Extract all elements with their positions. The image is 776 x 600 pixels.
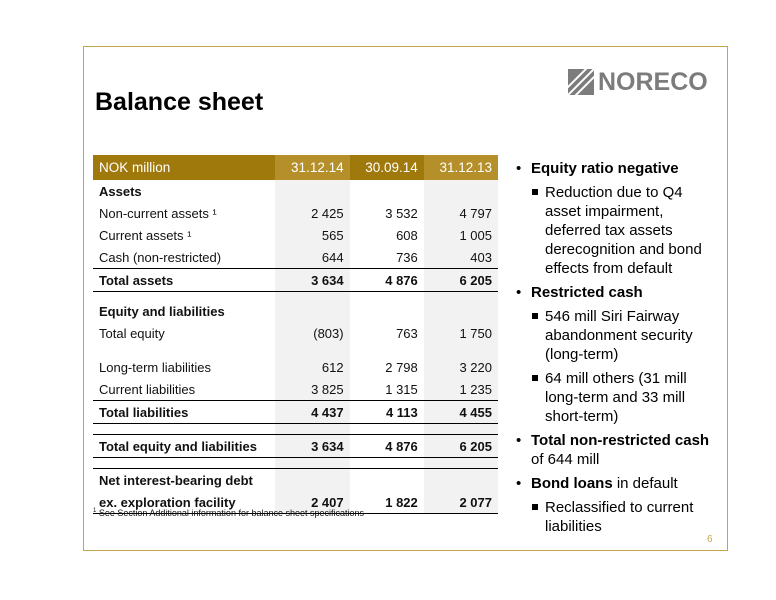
logo-text: NORECO [598, 68, 708, 96]
page-title: Balance sheet [95, 88, 264, 116]
cell: 3 634 [275, 435, 349, 458]
row-label: Current assets ¹ [99, 227, 192, 243]
bullet-list [516, 159, 721, 541]
footnote-text: See Section Additional information for balance sheet specifications [98, 508, 365, 518]
cell [350, 469, 424, 492]
row-label: Cash (non-restricted) [99, 249, 222, 265]
cell: 3 220 [424, 356, 498, 378]
cell [424, 180, 498, 202]
bullet-bond-loans [516, 474, 721, 493]
bullet-non-restricted-cash [516, 431, 721, 469]
row-label: Current liabilities [99, 381, 196, 397]
cell: 6 205 [424, 435, 498, 458]
cell: 565 [275, 224, 349, 246]
cell [424, 469, 498, 492]
spacer-row [93, 344, 498, 356]
cell: 1 750 [424, 322, 498, 344]
cell: 3 634 [275, 269, 349, 292]
cell: 1 315 [385, 381, 418, 397]
table-row [93, 378, 498, 401]
cell: 4 113 [350, 401, 424, 424]
bullet-text: of 644 mill [531, 451, 600, 468]
cell: 2 425 [275, 202, 349, 224]
cell: (803) [275, 322, 349, 344]
cell: 1 235 [424, 378, 498, 401]
bullet-equity-ratio [516, 159, 721, 178]
noreco-logo [568, 68, 710, 96]
noreco-logo-mark-icon [568, 69, 594, 95]
header-col-1: 31.12.14 [275, 155, 349, 180]
balance-sheet-table [93, 155, 498, 514]
cell: 2 798 [385, 359, 418, 375]
cell: 1 005 [424, 224, 498, 246]
cell: 2 407 [275, 491, 349, 514]
row-label: Total assets [93, 269, 275, 292]
cell [350, 180, 424, 202]
cell: 644 [275, 246, 349, 269]
header-col-2: 30.09.14 [350, 155, 424, 180]
cell: 763 [396, 325, 418, 341]
table-row [93, 246, 498, 269]
cell: 4 876 [350, 269, 424, 292]
cell [275, 180, 349, 202]
bullet-title: Bond loans [531, 475, 613, 492]
bullet-title: Equity ratio negative [531, 160, 679, 177]
footnote [93, 508, 364, 518]
cell: 403 [424, 246, 498, 269]
cell [275, 469, 349, 492]
cell [275, 300, 349, 322]
bullet-title: Total non-restricted cash [531, 432, 710, 449]
row-label: Net interest-bearing debt [93, 469, 275, 492]
table-row [93, 202, 498, 224]
header-label: NOK million [93, 155, 275, 180]
page-number: 6 [707, 534, 713, 545]
cell: 3 532 [385, 205, 418, 221]
spacer-row [93, 458, 498, 469]
cell: 1 822 [350, 491, 424, 514]
cell: 4 455 [424, 401, 498, 424]
footnote-marker: 1 [93, 508, 97, 514]
table-header-row [93, 155, 498, 180]
total-row [93, 401, 498, 424]
sub-bullet: 64 mill others (31 mill long-term and 33 mill short-term) [516, 369, 721, 426]
sub-bullet: Reclassified to current liabilities [516, 498, 721, 536]
cell: 736 [396, 249, 418, 265]
row-label: ex. exploration facility [93, 491, 275, 514]
cell: 4 797 [424, 202, 498, 224]
header-col-3: 31.12.13 [424, 155, 498, 180]
table-row [93, 356, 498, 378]
spacer-row [93, 292, 498, 301]
sub-bullet: 546 mill Siri Fairway abandonment security (long-term) [516, 307, 721, 364]
cell: 4 876 [350, 435, 424, 458]
row-label: Long-term liabilities [99, 359, 211, 375]
cell: 6 205 [424, 269, 498, 292]
row-label: Equity and liabilities [99, 303, 225, 319]
table-row [93, 469, 498, 492]
table-row [93, 224, 498, 246]
row-label: Assets [99, 183, 142, 199]
spacer-row [93, 424, 498, 435]
table-row [93, 180, 498, 202]
row-label: Total equity [99, 325, 165, 341]
cell [424, 300, 498, 322]
bullet-restricted-cash [516, 283, 721, 302]
row-label: Non-current assets ¹ [99, 205, 217, 221]
cell: 608 [396, 227, 418, 243]
table-row [93, 322, 498, 344]
cell: 612 [275, 356, 349, 378]
cell: 4 437 [275, 401, 349, 424]
sub-bullet: Reduction due to Q4 asset impairment, deferred tax assets derecognition and bond effects from default [516, 183, 721, 278]
total-row [93, 269, 498, 292]
table-row [93, 300, 498, 322]
row-label: Total liabilities [93, 401, 275, 424]
cell: 2 077 [424, 491, 498, 514]
cell: 3 825 [275, 378, 349, 401]
row-label: Total equity and liabilities [93, 435, 275, 458]
cell [350, 300, 424, 322]
bullet-text: in default [612, 475, 678, 492]
total-row [93, 435, 498, 458]
bullet-title: Restricted cash [531, 284, 643, 301]
